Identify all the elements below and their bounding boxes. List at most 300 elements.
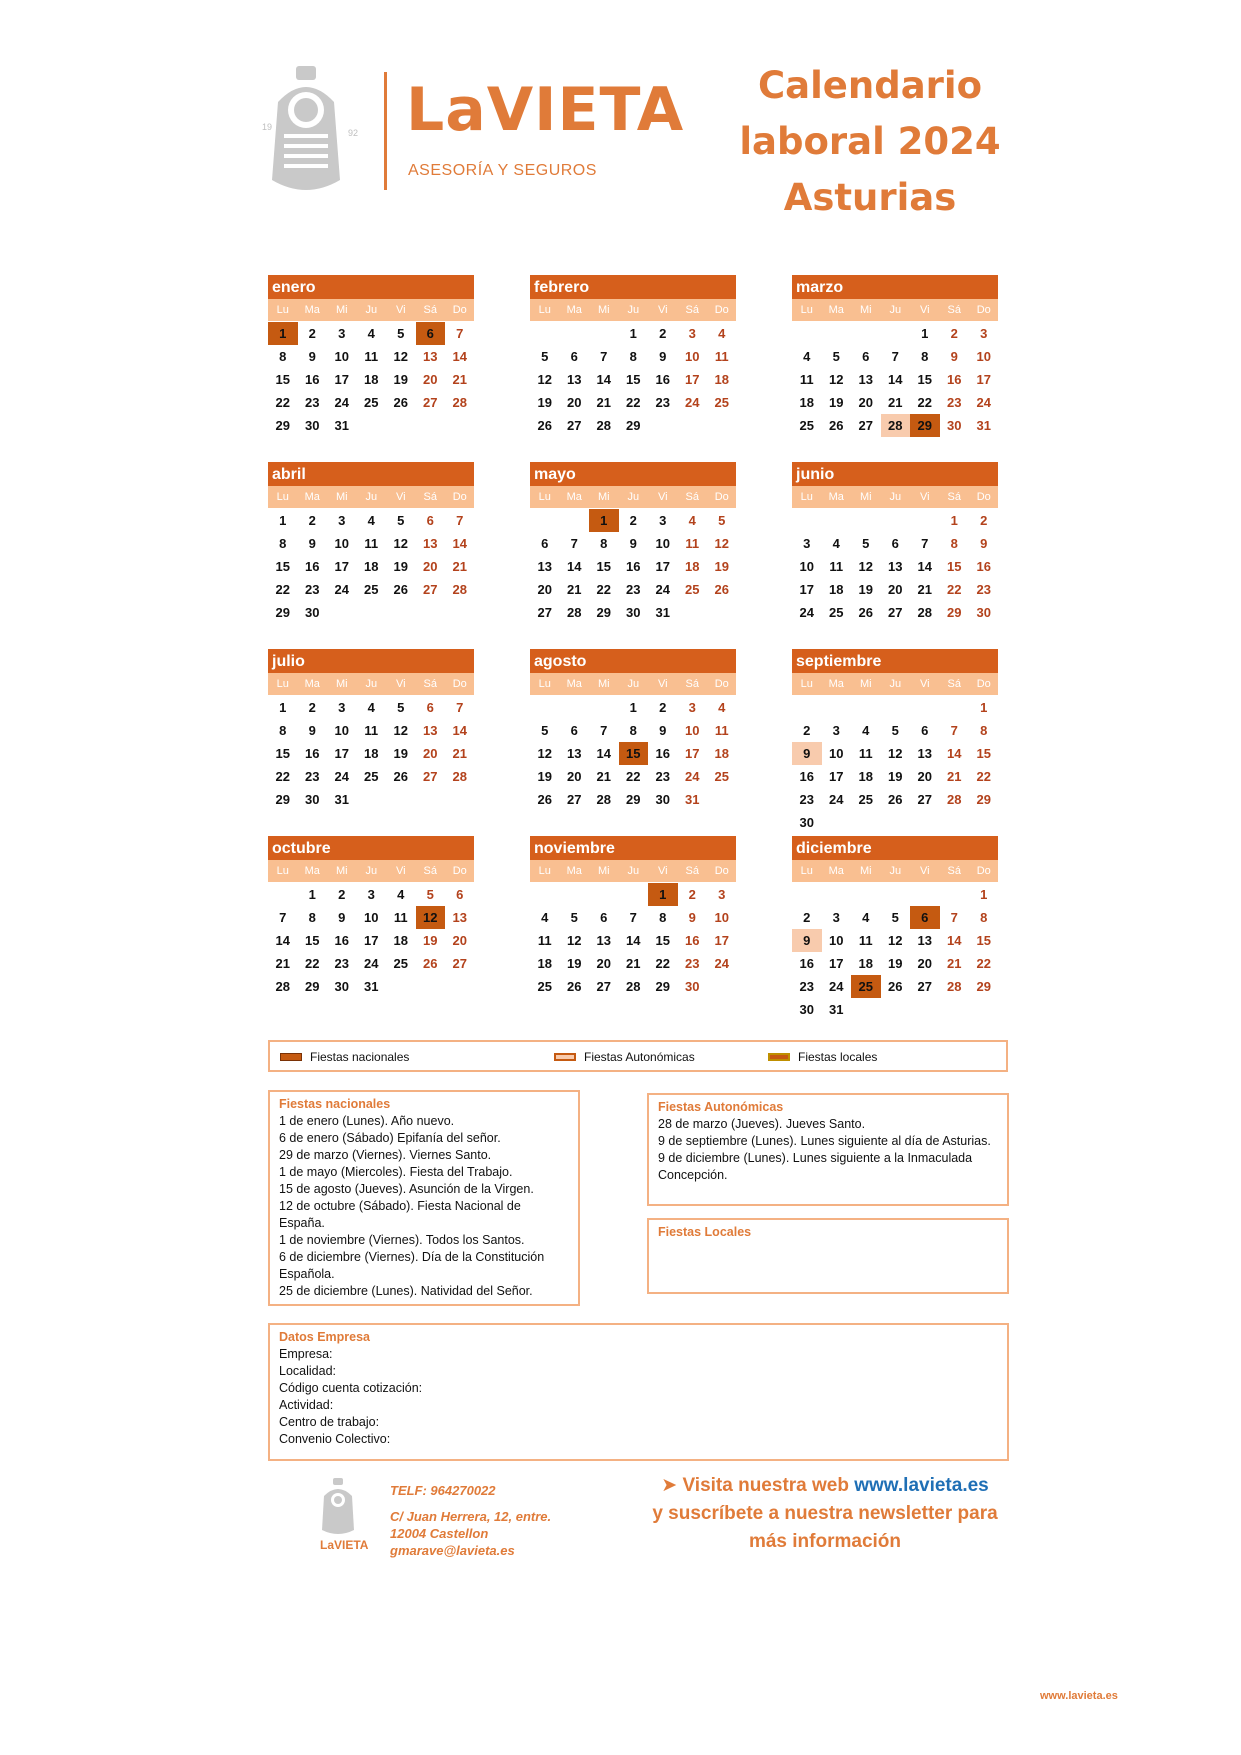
weekday-header [268, 673, 474, 695]
month-name: octubre [268, 836, 474, 860]
day-cell: 23 [655, 395, 670, 410]
day-cell: 21 [596, 395, 611, 410]
month-abril [268, 462, 474, 624]
day-cell: 13 [452, 910, 467, 925]
autonomicas-box [647, 1093, 1009, 1206]
weekday-header [530, 486, 736, 508]
weekday-label: Ju [365, 678, 378, 690]
month-name: mayo [530, 462, 736, 486]
day-cell: 24 [685, 769, 700, 784]
day-cell: 3 [367, 887, 375, 902]
day-cell: 6 [456, 887, 464, 902]
legend-swatch-autonomicas [554, 1053, 576, 1061]
legend-swatch-nacionales [280, 1053, 302, 1061]
day-cell: 29 [626, 418, 641, 433]
day-cell: 15 [275, 746, 290, 761]
weekday-label: Sá [685, 491, 699, 503]
day-cell: 12 [888, 746, 903, 761]
day-cell: 20 [888, 582, 903, 597]
day-cell: 19 [567, 956, 582, 971]
nacional-item: 6 de diciembre (Viernes). Día de la Constitución Española. [279, 1250, 545, 1281]
day-cell: 26 [393, 769, 408, 784]
day-cell: 11 [829, 559, 844, 574]
empty-cell [940, 883, 970, 906]
day-cell: 3 [659, 513, 667, 528]
day-cell: 12 [888, 933, 903, 948]
weekday-label: Ma [828, 304, 844, 316]
day-cell: 21 [452, 559, 467, 574]
weekday-label: Lu [538, 491, 551, 503]
empty-cell [268, 883, 298, 906]
day-cell: 22 [976, 956, 991, 971]
day-cell: 6 [921, 723, 929, 738]
legend-locales: Fiestas locales [768, 1050, 877, 1064]
weekday-header [268, 860, 474, 882]
day-cell: 3 [832, 910, 840, 925]
empresa-field: Empresa: [279, 1347, 333, 1361]
weekday-label: Lu [276, 304, 289, 316]
day-cell: 31 [829, 1002, 844, 1017]
weekday-label: Ma [566, 865, 582, 877]
day-cell: 14 [888, 372, 903, 387]
day-cell: 11 [685, 536, 700, 551]
day-cell: 8 [950, 536, 958, 551]
day-cell: 19 [393, 559, 408, 574]
day-cell: 25 [829, 605, 844, 620]
empty-cell [530, 509, 560, 532]
day-cell: 29 [947, 605, 962, 620]
day-cell: 5 [718, 513, 726, 528]
day-cell: 26 [888, 792, 903, 807]
day-cell: 5 [397, 700, 405, 715]
month-julio [268, 649, 474, 811]
weekday-label: Vi [395, 304, 406, 316]
weekday-label: Lu [800, 491, 813, 503]
day-cell: 29 [275, 605, 290, 620]
weekday-label: Ju [365, 865, 378, 877]
day-cell: 22 [917, 395, 932, 410]
weekday-label: Ma [828, 865, 844, 877]
day-cell: 13 [567, 372, 582, 387]
day-cell: 27 [567, 418, 582, 433]
day-cell: 16 [947, 372, 962, 387]
weekday-label: Ju [365, 304, 378, 316]
day-cell: 28 [275, 979, 290, 994]
locales-box [647, 1218, 1009, 1294]
month-name: febrero [530, 275, 736, 299]
weekday-header [530, 673, 736, 695]
day-cell: 19 [537, 395, 552, 410]
weekday-label: Ju [627, 678, 640, 690]
weekday-label: Ma [828, 678, 844, 690]
day-cell: 15 [626, 372, 641, 387]
day-cell: 2 [950, 326, 958, 341]
weekday-label: Ma [304, 304, 320, 316]
day-cell: 17 [829, 769, 844, 784]
day-cell: 1 [279, 513, 287, 528]
day-cell: 14 [452, 349, 467, 364]
weekday-label: Do [714, 678, 729, 690]
month-name: septiembre [792, 649, 998, 673]
weekday-label: Ma [304, 678, 320, 690]
empty-cell [589, 696, 619, 719]
weekday-label: Ma [828, 491, 844, 503]
day-cell: 1 [921, 326, 929, 341]
weekday-label: Sá [947, 491, 961, 503]
empty-cell [881, 883, 911, 906]
days-grid [268, 696, 474, 811]
day-cell: 21 [452, 746, 467, 761]
day-cell: 7 [950, 723, 958, 738]
day-cell: 28 [917, 605, 932, 620]
weekday-label: Do [714, 491, 729, 503]
day-cell: 9 [659, 349, 667, 364]
day-cell: 4 [862, 910, 870, 925]
day-cell: 22 [626, 395, 641, 410]
day-cell: 7 [891, 349, 899, 364]
day-cell: 2 [803, 723, 811, 738]
day-cell: 13 [917, 746, 932, 761]
day-cell: 14 [452, 536, 467, 551]
day-cell: 27 [423, 582, 438, 597]
day-cell: 9 [950, 349, 958, 364]
day-cell: 30 [305, 605, 320, 620]
weekday-label: Mi [335, 304, 348, 316]
day-cell: 5 [541, 349, 549, 364]
title-line1: Calendario [757, 64, 983, 107]
weekday-label: Ju [627, 491, 640, 503]
visit-prefix: Visita nuestra web [682, 1475, 849, 1496]
day-cell: 20 [567, 769, 582, 784]
day-cell: 19 [829, 395, 844, 410]
day-cell: 20 [423, 372, 438, 387]
day-cell: 6 [910, 906, 940, 929]
month-name: marzo [792, 275, 998, 299]
day-cell: 6 [600, 910, 608, 925]
empresa-field: Localidad: [279, 1364, 336, 1378]
empty-cell [910, 696, 940, 719]
empty-cell [822, 509, 852, 532]
day-cell: 10 [334, 536, 349, 551]
year-left: 19 [262, 122, 273, 132]
weekday-label: Ju [627, 304, 640, 316]
day-cell: 30 [305, 418, 320, 433]
weekday-label: Ju [889, 491, 902, 503]
day-cell: 16 [685, 933, 700, 948]
day-cell: 13 [596, 933, 611, 948]
title-line3: Asturias [783, 176, 957, 219]
weekday-label: Do [714, 304, 729, 316]
weekday-label: Ma [304, 491, 320, 503]
day-cell: 28 [596, 418, 611, 433]
day-cell: 5 [397, 326, 405, 341]
title-line2: laboral 2024 [739, 120, 1001, 163]
day-cell: 13 [917, 933, 932, 948]
empty-cell [589, 883, 619, 906]
day-cell: 26 [888, 979, 903, 994]
visit-line3: más información [748, 1531, 902, 1552]
day-cell: 9 [308, 536, 316, 551]
weekday-label: Sá [685, 304, 699, 316]
day-cell: 15 [976, 933, 991, 948]
empresa-box [268, 1323, 1009, 1461]
weekday-label: Sá [947, 678, 961, 690]
month-octubre [268, 836, 474, 998]
weekday-label: Do [976, 304, 991, 316]
day-cell: 23 [305, 582, 320, 597]
day-cell: 12 [829, 372, 844, 387]
day-cell: 4 [541, 910, 549, 925]
day-cell: 13 [423, 349, 438, 364]
month-name: agosto [530, 649, 736, 673]
page-title [720, 58, 1020, 226]
email-link[interactable]: gmarave@lavieta.es [390, 1543, 515, 1558]
day-cell: 27 [452, 956, 467, 971]
day-cell: 25 [537, 979, 552, 994]
day-cell: 12 [416, 906, 446, 929]
day-cell: 20 [858, 395, 873, 410]
day-cell: 20 [423, 559, 438, 574]
day-cell: 22 [275, 769, 290, 784]
day-cell: 26 [829, 418, 844, 433]
empty-cell [851, 322, 881, 345]
website-link[interactable]: www.lavieta.es [854, 1475, 989, 1496]
day-cell: 1 [980, 700, 988, 715]
empty-cell [851, 696, 881, 719]
logo-tagline: ASESORÍA Y SEGUROS [408, 162, 597, 179]
day-cell: 5 [541, 723, 549, 738]
day-cell: 20 [423, 746, 438, 761]
day-cell: 31 [655, 605, 670, 620]
empty-cell [881, 509, 911, 532]
day-cell: 28 [626, 979, 641, 994]
weekday-header [792, 860, 998, 882]
day-cell: 16 [976, 559, 991, 574]
day-cell: 27 [888, 605, 903, 620]
weekday-label: Lu [538, 865, 551, 877]
weekday-label: Sá [685, 865, 699, 877]
weekday-label: Do [452, 865, 467, 877]
weekday-label: Sá [423, 304, 437, 316]
day-cell: 1 [279, 700, 287, 715]
month-mayo [530, 462, 736, 624]
weekday-label: Lu [276, 865, 289, 877]
legend-autonomicas: Fiestas Autonómicas [554, 1050, 695, 1064]
day-cell: 3 [338, 513, 346, 528]
days-grid [530, 696, 736, 811]
days-grid [268, 883, 474, 998]
day-cell: 6 [426, 700, 434, 715]
day-cell: 8 [308, 910, 316, 925]
day-cell: 27 [917, 979, 932, 994]
weekday-label: Mi [335, 491, 348, 503]
day-cell: 8 [629, 723, 637, 738]
day-cell: 31 [334, 418, 349, 433]
weekday-label: Vi [395, 865, 406, 877]
day-cell: 4 [803, 349, 811, 364]
day-cell: 26 [423, 956, 438, 971]
day-cell: 25 [851, 975, 881, 998]
days-grid [268, 322, 474, 437]
day-cell: 19 [537, 769, 552, 784]
day-cell: 15 [275, 372, 290, 387]
day-cell: 8 [279, 723, 287, 738]
day-cell: 2 [308, 513, 316, 528]
day-cell: 29 [910, 414, 940, 437]
empresa-field: Código cuenta cotización: [279, 1381, 423, 1395]
day-cell: 29 [655, 979, 670, 994]
empty-cell [792, 509, 822, 532]
day-cell: 22 [596, 582, 611, 597]
day-cell: 12 [393, 723, 408, 738]
day-cell: 9 [308, 723, 316, 738]
legend-nacionales: Fiestas nacionales [280, 1050, 409, 1064]
day-cell: 7 [279, 910, 287, 925]
day-cell: 24 [334, 769, 349, 784]
autonomica-item: 9 de diciembre (Lunes). Lunes siguiente a la Inmaculada Concepción. [658, 1151, 973, 1182]
day-cell: 2 [688, 887, 696, 902]
day-cell: 5 [891, 910, 899, 925]
day-cell: 21 [947, 769, 962, 784]
site-footer-link[interactable]: www.lavieta.es [1040, 1690, 1118, 1702]
day-cell: 21 [917, 582, 932, 597]
day-cell: 14 [275, 933, 290, 948]
day-cell: 30 [947, 418, 962, 433]
day-cell: 26 [858, 605, 873, 620]
weekday-label: Do [976, 865, 991, 877]
day-cell: 17 [714, 933, 729, 948]
day-cell: 12 [393, 349, 408, 364]
day-cell: 7 [921, 536, 929, 551]
day-cell: 4 [367, 326, 375, 341]
autonomica-item: 9 de septiembre (Lunes). Lunes siguiente al día de Asturias. [658, 1134, 991, 1148]
day-cell: 22 [947, 582, 962, 597]
autonomica-item: 28 de marzo (Jueves). Jueves Santo. [658, 1117, 866, 1131]
day-cell: 29 [275, 418, 290, 433]
autonomicas-title: Fiestas Autonómicas [658, 1100, 784, 1114]
day-cell: 23 [976, 582, 991, 597]
month-name: noviembre [530, 836, 736, 860]
day-cell: 25 [393, 956, 408, 971]
weekday-label: Lu [800, 865, 813, 877]
day-cell: 1 [308, 887, 316, 902]
days-grid [792, 322, 998, 437]
day-cell: 19 [393, 372, 408, 387]
weekday-label: Sá [423, 678, 437, 690]
day-cell: 18 [393, 933, 408, 948]
day-cell: 16 [655, 372, 670, 387]
weekday-label: Sá [423, 865, 437, 877]
day-cell: 5 [862, 536, 870, 551]
weekday-header [530, 860, 736, 882]
days-grid [792, 696, 998, 834]
empresa-field: Centro de trabajo: [279, 1415, 380, 1429]
day-cell: 17 [799, 582, 814, 597]
day-cell: 17 [655, 559, 670, 574]
day-cell: 10 [364, 910, 379, 925]
day-cell: 28 [947, 792, 962, 807]
day-cell: 12 [537, 746, 552, 761]
empty-cell [910, 883, 940, 906]
day-cell: 5 [570, 910, 578, 925]
empresa-field: Actividad: [279, 1398, 334, 1412]
month-marzo [792, 275, 998, 437]
weekday-label: Mi [597, 491, 610, 503]
days-grid [268, 509, 474, 624]
day-cell: 6 [891, 536, 899, 551]
day-cell: 15 [917, 372, 932, 387]
weekday-header [530, 299, 736, 321]
day-cell: 20 [452, 933, 467, 948]
weekday-label: Vi [657, 678, 668, 690]
day-cell: 7 [456, 326, 464, 341]
day-cell: 29 [305, 979, 320, 994]
day-cell: 20 [596, 956, 611, 971]
nacionales-title: Fiestas nacionales [279, 1097, 391, 1111]
day-cell: 3 [338, 700, 346, 715]
day-cell: 4 [862, 723, 870, 738]
day-cell: 12 [714, 536, 729, 551]
weekday-header [792, 299, 998, 321]
empty-cell [560, 883, 590, 906]
day-cell: 11 [799, 372, 814, 387]
day-cell: 15 [947, 559, 962, 574]
day-cell: 23 [799, 792, 814, 807]
day-cell: 18 [364, 746, 379, 761]
day-cell: 21 [567, 582, 582, 597]
day-cell: 26 [393, 582, 408, 597]
day-cell: 14 [596, 746, 611, 761]
day-cell: 14 [917, 559, 932, 574]
month-septiembre [792, 649, 998, 834]
weekday-label: Lu [276, 491, 289, 503]
month-name: diciembre [792, 836, 998, 860]
day-cell: 21 [626, 956, 641, 971]
day-cell: 2 [659, 700, 667, 715]
day-cell: 11 [858, 933, 873, 948]
day-cell: 17 [685, 746, 700, 761]
empty-cell [881, 696, 911, 719]
day-cell: 25 [799, 418, 814, 433]
day-cell: 14 [567, 559, 582, 574]
day-cell: 3 [718, 887, 726, 902]
day-cell: 26 [714, 582, 729, 597]
day-cell: 26 [537, 792, 552, 807]
day-cell: 21 [947, 956, 962, 971]
weekday-label: Sá [947, 304, 961, 316]
weekday-label: Mi [859, 304, 872, 316]
days-grid [530, 509, 736, 624]
day-cell: 20 [917, 956, 932, 971]
legend [268, 1040, 1008, 1072]
day-cell: 11 [858, 746, 873, 761]
day-cell: 3 [338, 326, 346, 341]
weekday-label: Sá [947, 865, 961, 877]
day-cell: 28 [452, 769, 467, 784]
day-cell: 14 [626, 933, 641, 948]
day-cell: 26 [537, 418, 552, 433]
nacional-item: 12 de octubre (Sábado). Fiesta Nacional de España. [279, 1199, 521, 1230]
day-cell: 3 [803, 536, 811, 551]
telf: TELF: 964270022 [390, 1483, 496, 1498]
day-cell: 29 [976, 792, 991, 807]
day-cell: 4 [397, 887, 405, 902]
month-febrero [530, 275, 736, 437]
weekday-label: Do [976, 678, 991, 690]
day-cell: 25 [714, 395, 729, 410]
day-cell: 9 [659, 723, 667, 738]
day-cell: 28 [452, 582, 467, 597]
